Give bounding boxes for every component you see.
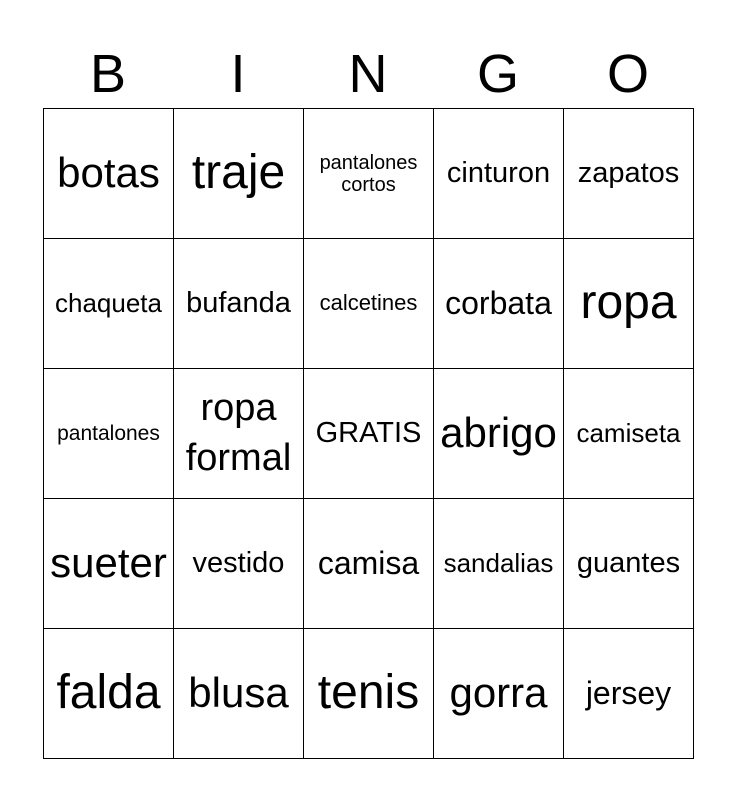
bingo-cell-bufanda[interactable]: bufanda (174, 239, 304, 369)
header-letter-g: G (476, 44, 519, 104)
bingo-cell-botas[interactable]: botas (44, 109, 174, 239)
bingo-cell-corbata[interactable]: corbata (434, 239, 564, 369)
bingo-cell-camisa[interactable]: camisa (304, 499, 434, 629)
bingo-cell-sandalias[interactable]: sandalias (434, 499, 564, 629)
header-letter-o: O (606, 44, 649, 104)
bingo-cell-tenis[interactable]: tenis (304, 629, 434, 759)
bingo-cell-gorra[interactable]: gorra (434, 629, 564, 759)
bingo-cell-jersey[interactable]: jersey (564, 629, 694, 759)
bingo-cell-traje[interactable]: traje (174, 109, 304, 239)
bingo-cell-vestido[interactable]: vestido (174, 499, 304, 629)
bingo-grid (43, 108, 694, 759)
bingo-cell-calcetines[interactable]: calcetines (304, 239, 434, 369)
bingo-cell-gratis[interactable]: GRATIS (304, 369, 434, 499)
bingo-cell-zapatos[interactable]: zapatos (564, 109, 694, 239)
bingo-cell-chaqueta[interactable]: chaqueta (44, 239, 174, 369)
bingo-cell-ropa[interactable]: ropa (564, 239, 694, 369)
bingo-cell-pantalones-cortos[interactable]: pantalones cortos (304, 109, 434, 239)
bingo-cell-camiseta[interactable]: camiseta (564, 369, 694, 499)
bingo-cell-cinturon[interactable]: cinturon (434, 109, 564, 239)
header-letter-i: I (230, 44, 246, 104)
bingo-card (43, 40, 693, 759)
bingo-cell-blusa[interactable]: blusa (174, 629, 304, 759)
header-letter-n: N (348, 44, 388, 104)
bingo-cell-sueter[interactable]: sueter (44, 499, 174, 629)
bingo-cell-pantalones[interactable]: pantalones (44, 369, 174, 499)
bingo-cell-guantes[interactable]: guantes (564, 499, 694, 629)
bingo-header (43, 40, 693, 108)
bingo-cell-ropa-formal[interactable]: ropa formal (174, 369, 304, 499)
header-letter-b: B (89, 44, 127, 104)
bingo-cell-falda[interactable]: falda (44, 629, 174, 759)
bingo-cell-abrigo[interactable]: abrigo (434, 369, 564, 499)
